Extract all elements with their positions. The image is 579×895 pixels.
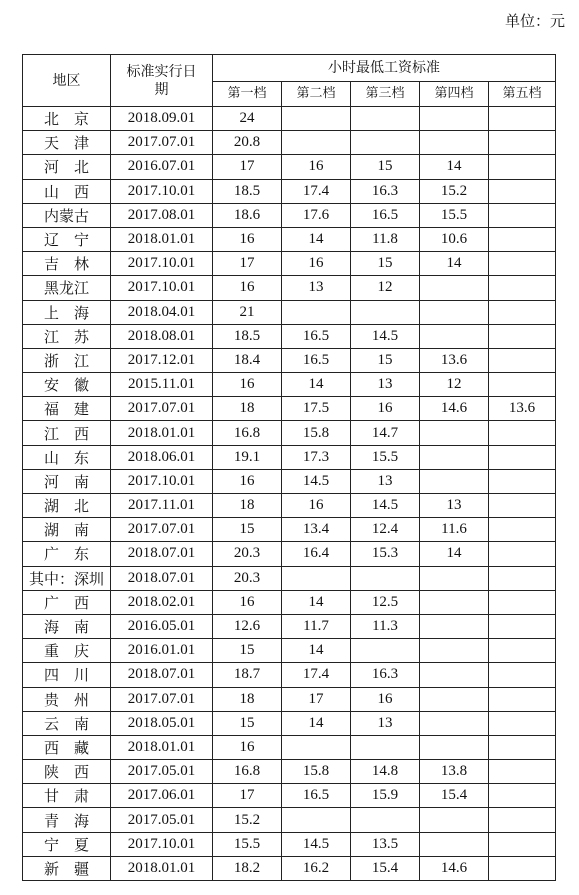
tier-1-cell: 15 [213, 711, 282, 735]
table-row [23, 542, 556, 566]
tier-1-cell: 16 [213, 373, 282, 397]
tier-3-cell: 13 [351, 711, 420, 735]
tier-2-cell [282, 107, 351, 131]
tier-2-cell: 17.6 [282, 203, 351, 227]
min-wage-table [22, 54, 556, 881]
tier-5-cell [489, 832, 556, 856]
tier-5-cell [489, 590, 556, 614]
tier-3-cell: 16 [351, 397, 420, 421]
tier-2-cell: 13.4 [282, 518, 351, 542]
tier-1-cell: 18.7 [213, 663, 282, 687]
tier-1-cell: 15.2 [213, 808, 282, 832]
tier-3-cell: 12.5 [351, 590, 420, 614]
tier-4-cell [420, 131, 489, 155]
region-cell: 西 藏 [23, 735, 111, 759]
tier-1-cell: 24 [213, 107, 282, 131]
tier-4-cell [420, 469, 489, 493]
date-cell: 2018.01.01 [111, 735, 213, 759]
tier-5-cell [489, 711, 556, 735]
date-cell: 2018.07.01 [111, 542, 213, 566]
tier-4-cell [420, 421, 489, 445]
tier-3-cell: 16.3 [351, 179, 420, 203]
tier-5-cell [489, 276, 556, 300]
tier-1-cell: 18 [213, 397, 282, 421]
tier-4-cell: 14 [420, 542, 489, 566]
tier-5-cell [489, 324, 556, 348]
tier-1-cell: 20.8 [213, 131, 282, 155]
region-cell: 上 海 [23, 300, 111, 324]
tier-3-cell: 13.5 [351, 832, 420, 856]
tier-5-cell [489, 373, 556, 397]
date-cell: 2017.07.01 [111, 687, 213, 711]
tier-3-cell: 15 [351, 348, 420, 372]
date-cell: 2017.07.01 [111, 518, 213, 542]
tier-3-cell [351, 131, 420, 155]
header-tier-5: 第五档 [489, 82, 556, 107]
tier-1-cell: 16 [213, 469, 282, 493]
date-cell: 2017.10.01 [111, 469, 213, 493]
tier-1-cell: 18.5 [213, 179, 282, 203]
tier-4-cell: 14 [420, 155, 489, 179]
region-cell: 湖 南 [23, 518, 111, 542]
header-tier-2: 第二档 [282, 82, 351, 107]
tier-2-cell: 14.5 [282, 469, 351, 493]
tier-5-cell [489, 227, 556, 251]
table-row [23, 252, 556, 276]
table-row [23, 639, 556, 663]
tier-3-cell: 11.3 [351, 614, 420, 638]
tier-3-cell: 15 [351, 155, 420, 179]
tier-4-cell [420, 445, 489, 469]
region-cell: 北 京 [23, 107, 111, 131]
tier-1-cell: 12.6 [213, 614, 282, 638]
table-row [23, 832, 556, 856]
tier-3-cell: 14.8 [351, 760, 420, 784]
date-cell: 2017.05.01 [111, 808, 213, 832]
tier-3-cell: 15.5 [351, 445, 420, 469]
header-tier-3: 第三档 [351, 82, 420, 107]
tier-1-cell: 18.4 [213, 348, 282, 372]
tier-3-cell [351, 808, 420, 832]
tier-5-cell [489, 735, 556, 759]
tier-5-cell [489, 566, 556, 590]
date-cell: 2017.11.01 [111, 494, 213, 518]
table-row [23, 711, 556, 735]
tier-5-cell [489, 856, 556, 880]
tier-5-cell [489, 203, 556, 227]
table-row [23, 808, 556, 832]
table-row [23, 276, 556, 300]
tier-1-cell: 16 [213, 227, 282, 251]
tier-5-cell [489, 179, 556, 203]
region-cell: 内蒙古 [23, 203, 111, 227]
date-cell: 2018.07.01 [111, 566, 213, 590]
tier-4-cell: 14.6 [420, 397, 489, 421]
tier-4-cell [420, 663, 489, 687]
tier-2-cell: 17.4 [282, 179, 351, 203]
date-cell: 2016.05.01 [111, 614, 213, 638]
table-row [23, 494, 556, 518]
tier-1-cell: 17 [213, 155, 282, 179]
table-row [23, 469, 556, 493]
tier-4-cell: 10.6 [420, 227, 489, 251]
tier-1-cell: 16 [213, 276, 282, 300]
tier-4-cell: 13.8 [420, 760, 489, 784]
tier-2-cell [282, 131, 351, 155]
region-cell: 海 南 [23, 614, 111, 638]
tier-2-cell: 14 [282, 711, 351, 735]
tier-4-cell [420, 808, 489, 832]
date-cell: 2018.01.01 [111, 227, 213, 251]
tier-5-cell [489, 663, 556, 687]
tier-2-cell: 16.2 [282, 856, 351, 880]
date-cell: 2017.05.01 [111, 760, 213, 784]
tier-3-cell: 14.7 [351, 421, 420, 445]
tier-2-cell: 14 [282, 590, 351, 614]
tier-2-cell: 14.5 [282, 832, 351, 856]
region-cell: 其中：深圳 [23, 566, 111, 590]
date-cell: 2017.12.01 [111, 348, 213, 372]
date-cell: 2017.08.01 [111, 203, 213, 227]
region-cell: 山 西 [23, 179, 111, 203]
region-cell: 浙 江 [23, 348, 111, 372]
tier-2-cell: 11.7 [282, 614, 351, 638]
region-cell: 广 西 [23, 590, 111, 614]
tier-1-cell: 15 [213, 639, 282, 663]
tier-3-cell: 13 [351, 373, 420, 397]
tier-4-cell: 14.6 [420, 856, 489, 880]
tier-3-cell: 16.3 [351, 663, 420, 687]
tier-2-cell: 16.5 [282, 348, 351, 372]
tier-4-cell [420, 735, 489, 759]
date-cell: 2017.07.01 [111, 397, 213, 421]
tier-2-cell [282, 808, 351, 832]
tier-4-cell [420, 300, 489, 324]
tier-4-cell: 13.6 [420, 348, 489, 372]
table-row [23, 397, 556, 421]
region-cell: 吉 林 [23, 252, 111, 276]
table-row [23, 614, 556, 638]
table-row [23, 760, 556, 784]
header-tier-1: 第一档 [213, 82, 282, 107]
tier-5-cell [489, 518, 556, 542]
tier-3-cell [351, 107, 420, 131]
tier-2-cell: 14 [282, 639, 351, 663]
date-cell: 2016.01.01 [111, 639, 213, 663]
region-cell: 辽 宁 [23, 227, 111, 251]
date-cell: 2018.08.01 [111, 324, 213, 348]
date-cell: 2017.10.01 [111, 276, 213, 300]
date-cell: 2018.02.01 [111, 590, 213, 614]
date-cell: 2017.10.01 [111, 252, 213, 276]
region-cell: 安 徽 [23, 373, 111, 397]
table-row [23, 687, 556, 711]
tier-5-cell [489, 300, 556, 324]
tier-3-cell [351, 300, 420, 324]
tier-4-cell [420, 566, 489, 590]
tier-1-cell: 16.8 [213, 760, 282, 784]
region-cell: 青 海 [23, 808, 111, 832]
table-row [23, 373, 556, 397]
tier-2-cell: 16 [282, 252, 351, 276]
table-row [23, 590, 556, 614]
region-cell: 江 苏 [23, 324, 111, 348]
tier-2-cell [282, 566, 351, 590]
tier-1-cell: 17 [213, 252, 282, 276]
date-cell: 2018.07.01 [111, 663, 213, 687]
tier-1-cell: 18 [213, 687, 282, 711]
tier-4-cell [420, 711, 489, 735]
tier-5-cell [489, 131, 556, 155]
tier-1-cell: 18.5 [213, 324, 282, 348]
tier-2-cell: 17.5 [282, 397, 351, 421]
tier-1-cell: 16 [213, 590, 282, 614]
table-row [23, 735, 556, 759]
tier-4-cell: 13 [420, 494, 489, 518]
tier-3-cell: 15.9 [351, 784, 420, 808]
tier-1-cell: 21 [213, 300, 282, 324]
tier-5-cell [489, 542, 556, 566]
tier-3-cell: 12.4 [351, 518, 420, 542]
tier-1-cell: 20.3 [213, 566, 282, 590]
region-cell: 甘 肃 [23, 784, 111, 808]
date-cell: 2017.06.01 [111, 784, 213, 808]
date-cell: 2018.04.01 [111, 300, 213, 324]
tier-2-cell: 16 [282, 494, 351, 518]
tier-4-cell: 15.5 [420, 203, 489, 227]
date-cell: 2015.11.01 [111, 373, 213, 397]
tier-2-cell: 17.3 [282, 445, 351, 469]
tier-2-cell [282, 735, 351, 759]
tier-5-cell [489, 639, 556, 663]
region-cell: 福 建 [23, 397, 111, 421]
tier-2-cell: 16.4 [282, 542, 351, 566]
region-cell: 广 东 [23, 542, 111, 566]
tier-2-cell: 17 [282, 687, 351, 711]
date-cell: 2017.10.01 [111, 832, 213, 856]
tier-4-cell [420, 107, 489, 131]
tier-5-cell [489, 687, 556, 711]
region-cell: 宁 夏 [23, 832, 111, 856]
tier-1-cell: 15.5 [213, 832, 282, 856]
header-region: 地区 [23, 55, 111, 107]
tier-5-cell [489, 494, 556, 518]
tier-3-cell: 11.8 [351, 227, 420, 251]
tier-1-cell: 17 [213, 784, 282, 808]
tier-1-cell: 18.2 [213, 856, 282, 880]
tier-4-cell: 15.2 [420, 179, 489, 203]
date-cell: 2018.01.01 [111, 856, 213, 880]
date-cell: 2018.05.01 [111, 711, 213, 735]
tier-2-cell: 16.5 [282, 324, 351, 348]
region-cell: 江 西 [23, 421, 111, 445]
table-row [23, 421, 556, 445]
tier-1-cell: 18 [213, 494, 282, 518]
table-row [23, 348, 556, 372]
tier-5-cell [489, 614, 556, 638]
date-cell: 2017.07.01 [111, 131, 213, 155]
table-row [23, 856, 556, 880]
table-row [23, 518, 556, 542]
date-cell: 2017.10.01 [111, 179, 213, 203]
header-date: 标准实行日期 [111, 55, 213, 107]
tier-1-cell: 16 [213, 735, 282, 759]
tier-4-cell [420, 276, 489, 300]
tier-2-cell: 14 [282, 227, 351, 251]
tier-3-cell: 15.4 [351, 856, 420, 880]
tier-2-cell: 16.5 [282, 784, 351, 808]
tier-5-cell [489, 784, 556, 808]
tier-5-cell [489, 469, 556, 493]
tier-3-cell: 14.5 [351, 324, 420, 348]
tier-2-cell: 15.8 [282, 760, 351, 784]
region-cell: 山 东 [23, 445, 111, 469]
region-cell: 新 疆 [23, 856, 111, 880]
region-cell: 陕 西 [23, 760, 111, 784]
region-cell: 河 南 [23, 469, 111, 493]
date-cell: 2018.09.01 [111, 107, 213, 131]
tier-3-cell: 16 [351, 687, 420, 711]
tier-1-cell: 19.1 [213, 445, 282, 469]
tier-4-cell [420, 832, 489, 856]
tier-4-cell: 14 [420, 252, 489, 276]
tier-2-cell [282, 300, 351, 324]
tier-5-cell [489, 808, 556, 832]
tier-5-cell [489, 155, 556, 179]
tier-1-cell: 16.8 [213, 421, 282, 445]
tier-3-cell: 14.5 [351, 494, 420, 518]
tier-4-cell [420, 590, 489, 614]
tier-2-cell: 13 [282, 276, 351, 300]
region-cell: 湖 北 [23, 494, 111, 518]
table-row [23, 155, 556, 179]
region-cell: 黑龙江 [23, 276, 111, 300]
tier-3-cell: 13 [351, 469, 420, 493]
tier-3-cell: 15 [351, 252, 420, 276]
tier-4-cell: 15.4 [420, 784, 489, 808]
tier-5-cell [489, 445, 556, 469]
table-row [23, 663, 556, 687]
header-tier-4: 第四档 [420, 82, 489, 107]
tier-1-cell: 18.6 [213, 203, 282, 227]
region-cell: 贵 州 [23, 687, 111, 711]
region-cell: 重 庆 [23, 639, 111, 663]
table-row [23, 445, 556, 469]
table-row [23, 227, 556, 251]
tier-5-cell [489, 760, 556, 784]
region-cell: 云 南 [23, 711, 111, 735]
tier-1-cell: 15 [213, 518, 282, 542]
table-body [23, 107, 556, 881]
table-row [23, 566, 556, 590]
region-cell: 河 北 [23, 155, 111, 179]
tier-4-cell: 12 [420, 373, 489, 397]
tier-3-cell [351, 735, 420, 759]
tier-2-cell: 16 [282, 155, 351, 179]
tier-5-cell [489, 348, 556, 372]
date-cell: 2018.06.01 [111, 445, 213, 469]
tier-4-cell [420, 324, 489, 348]
tier-4-cell [420, 639, 489, 663]
date-cell: 2016.07.01 [111, 155, 213, 179]
table-row [23, 300, 556, 324]
tier-3-cell: 15.3 [351, 542, 420, 566]
region-cell: 天 津 [23, 131, 111, 155]
table-row [23, 324, 556, 348]
tier-4-cell [420, 614, 489, 638]
tier-2-cell: 15.8 [282, 421, 351, 445]
unit-label: 单位：元 [504, 12, 565, 30]
tier-2-cell: 14 [282, 373, 351, 397]
tier-5-cell [489, 252, 556, 276]
region-cell: 四 川 [23, 663, 111, 687]
tier-3-cell [351, 639, 420, 663]
tier-5-cell [489, 107, 556, 131]
tier-2-cell: 17.4 [282, 663, 351, 687]
tier-3-cell: 16.5 [351, 203, 420, 227]
tier-4-cell: 11.6 [420, 518, 489, 542]
header-wage-group: 小时最低工资标准 [213, 55, 556, 82]
tier-3-cell [351, 566, 420, 590]
table-row [23, 203, 556, 227]
tier-5-cell [489, 421, 556, 445]
date-cell: 2018.01.01 [111, 421, 213, 445]
table-row [23, 131, 556, 155]
tier-1-cell: 20.3 [213, 542, 282, 566]
table-row [23, 107, 556, 131]
tier-3-cell: 12 [351, 276, 420, 300]
table-row [23, 784, 556, 808]
tier-5-cell: 13.6 [489, 397, 556, 421]
tier-4-cell [420, 687, 489, 711]
table-row [23, 179, 556, 203]
